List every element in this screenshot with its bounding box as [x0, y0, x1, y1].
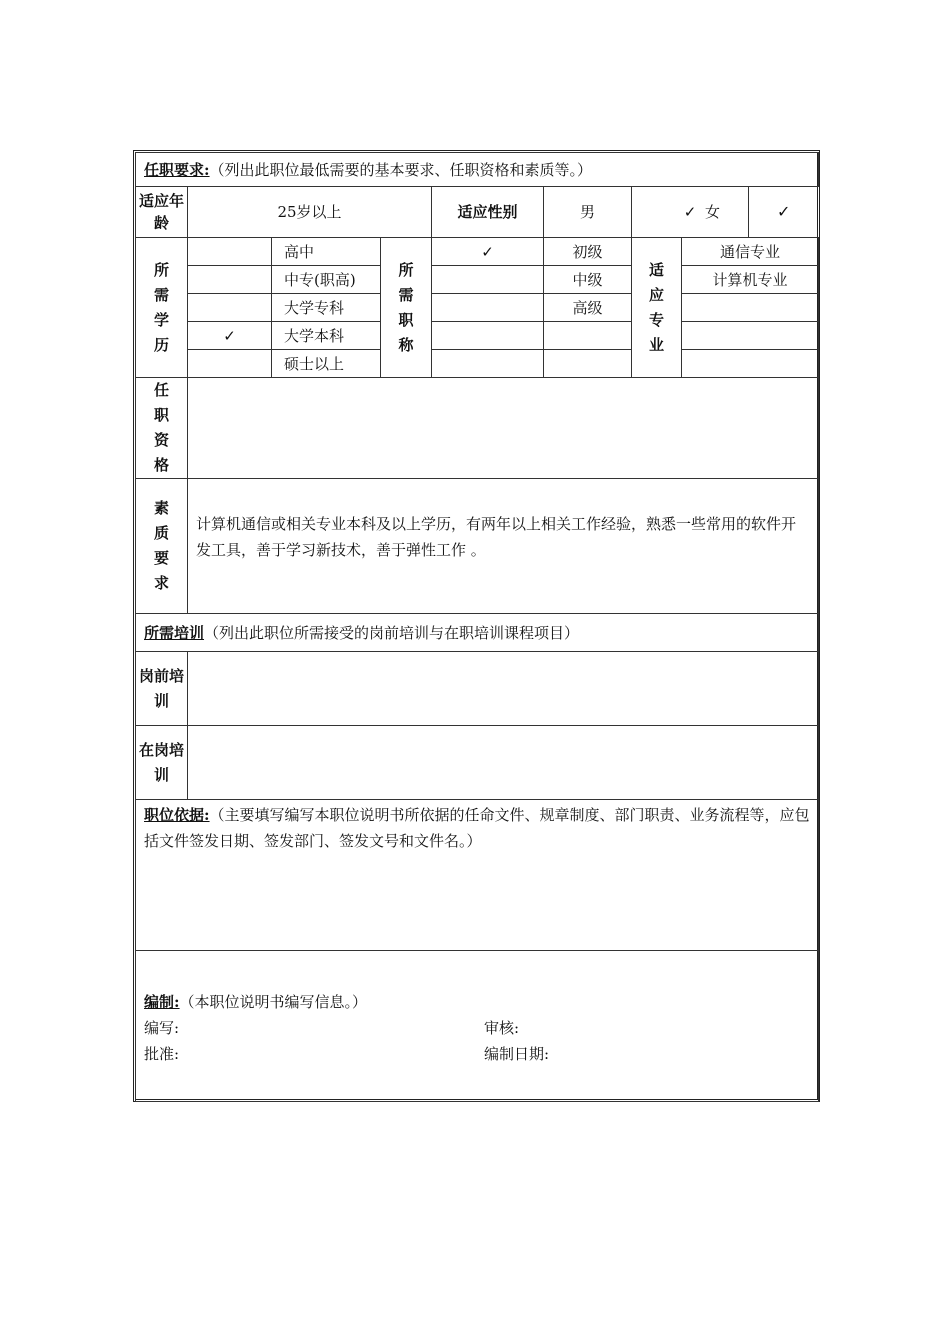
title-check[interactable] — [432, 294, 544, 322]
qualification-text[interactable] — [188, 378, 819, 479]
major-item — [682, 322, 819, 350]
age-value: 25岁以上 — [188, 187, 432, 238]
gender-label: 适应性别 — [432, 187, 544, 238]
gender-male: 男 — [544, 187, 632, 238]
education-level: 大学专科 — [272, 294, 381, 322]
compile-note: （本职位说明书编写信息。） — [179, 993, 368, 1011]
quality-label-cell — [136, 479, 188, 614]
education-label-cell — [136, 238, 188, 378]
reviewer-field[interactable]: 审核: — [484, 1019, 520, 1037]
education-level: 中专(职高) — [272, 266, 381, 294]
qualification-label: 任职资格 — [153, 381, 169, 474]
compile-heading: 编制: — [144, 993, 180, 1011]
title-level: 高级 — [544, 294, 632, 322]
writer-field[interactable]: 编写: — [144, 1019, 180, 1037]
onjob-training-label: 在岗培训 — [136, 726, 188, 800]
pre-training-text[interactable] — [188, 652, 819, 726]
major-item: 通信专业 — [682, 238, 819, 266]
gender-female-check[interactable]: ✓ — [777, 202, 791, 222]
major-item — [682, 294, 819, 322]
quality-text[interactable]: 计算机通信或相关专业本科及以上学历，有两年以上相关工作经验，熟悉一些常用的软件开发工具，善于学习新技术，善于弹性工作 。 — [188, 479, 819, 614]
education-check[interactable]: ✓ — [188, 322, 272, 350]
title-check[interactable]: ✓ — [432, 238, 544, 266]
requirements-note: （列出此职位最低需要的基本要求、任职资格和素质等。） — [209, 160, 593, 179]
title-check[interactable] — [432, 322, 544, 350]
title-level — [544, 322, 632, 350]
gender-female: 女 — [705, 203, 721, 221]
approver-field[interactable]: 批准: — [144, 1045, 180, 1063]
job-description-form — [135, 152, 819, 1102]
compile-date-field[interactable]: 编制日期: — [484, 1045, 550, 1063]
basis-note: （主要填写编写本职位说明书所依据的任命文件、规章制度、部门职责、业务流程等，应包括文件签发日期、签发部门、签发文号和文件名。） — [144, 806, 810, 850]
training-header — [136, 614, 819, 652]
quality-label: 素质要求 — [153, 499, 169, 592]
title-check[interactable] — [432, 266, 544, 294]
basis-heading: 职位依据: — [144, 806, 210, 824]
gender-male-check[interactable]: ✓ — [632, 187, 749, 238]
education-check[interactable] — [188, 266, 272, 294]
education-check[interactable] — [188, 294, 272, 322]
major-label: 适应专业 — [648, 260, 664, 354]
education-check[interactable] — [188, 350, 272, 378]
title-label-cell — [381, 238, 432, 378]
requirements-heading: 任职要求: — [144, 160, 210, 179]
major-label-cell — [632, 238, 682, 378]
education-check[interactable] — [188, 238, 272, 266]
title-level — [544, 350, 632, 378]
title-label: 所需职称 — [398, 260, 414, 354]
title-level: 初级 — [544, 238, 632, 266]
education-label: 所需学历 — [153, 260, 169, 354]
qualification-label-cell — [136, 378, 188, 479]
education-level: 大学本科 — [272, 322, 381, 350]
onjob-training-text[interactable] — [188, 726, 819, 800]
major-item: 计算机专业 — [682, 266, 819, 294]
title-level: 中级 — [544, 266, 632, 294]
pre-training-label: 岗前培训 — [136, 652, 188, 726]
training-heading: 所需培训 — [144, 623, 205, 642]
basis-section — [136, 800, 819, 951]
compile-section — [136, 951, 819, 1102]
major-item — [682, 350, 819, 378]
education-level: 高中 — [272, 238, 381, 266]
requirements-header — [136, 153, 819, 187]
training-note: （列出此职位所需接受的岗前培训与在职培训课程项目） — [204, 623, 580, 642]
gender-female-cell — [705, 187, 819, 238]
title-check[interactable] — [432, 350, 544, 378]
education-level: 硕士以上 — [272, 350, 381, 378]
age-label: 适应年龄 — [136, 187, 188, 238]
